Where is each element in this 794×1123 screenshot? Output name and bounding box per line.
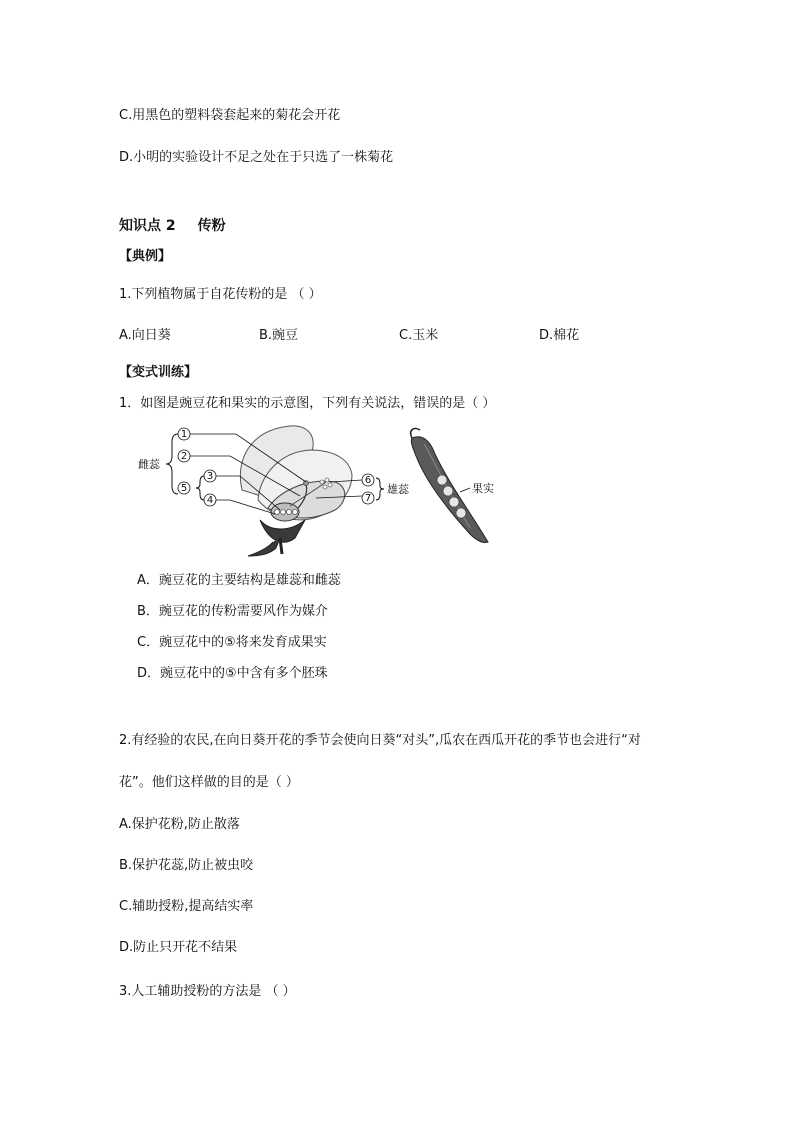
pistil-brace xyxy=(166,434,178,494)
practice-q2-question-line2: 花”。他们这样做的目的是（ ） xyxy=(119,775,299,790)
example-option-c: C.玉米 xyxy=(399,328,439,343)
practice-q2-option-b: B.保护花蕊,防止被虫咬 xyxy=(119,858,254,873)
practice-q3-question: 3.人工辅助授粉的方法是 （ ） xyxy=(119,984,296,999)
stamen-label: 雄蕊 xyxy=(387,483,409,496)
svg-text:4: 4 xyxy=(206,495,214,506)
prev-option-c: C.用黑色的塑料袋套起来的菊花会开花 xyxy=(119,108,341,123)
section-title xyxy=(119,217,226,235)
num-5 xyxy=(178,482,190,494)
practice-q1-question: 1．如图是豌豆花和果实的示意图，下列有关说法，错误的是（ ） xyxy=(119,396,496,411)
example-label: 【典例】 xyxy=(119,249,172,264)
example-option-b: B.豌豆 xyxy=(259,328,299,343)
fruit-label: 果实 xyxy=(472,482,494,495)
practice-q2-option-c: C.辅助授粉,提高结实率 xyxy=(119,899,254,914)
example-option-a: A.向日葵 xyxy=(119,328,171,343)
prev-option-d: D.小明的实验设计不足之处在于只选了一株菊花 xyxy=(119,150,394,165)
example-option-d: D.棉花 xyxy=(539,328,580,343)
svg-text:5: 5 xyxy=(180,483,188,494)
num-4 xyxy=(204,494,216,506)
pistil-label: 雌蕊 xyxy=(138,458,160,471)
example-question: 1.下列植物属于自花传粉的是 （ ） xyxy=(119,287,322,302)
svg-text:1: 1 xyxy=(180,429,188,440)
practice-q1-option-d: D．豌豆花中的⑤中含有多个胚珠 xyxy=(137,666,328,681)
stamen-brace xyxy=(376,478,384,500)
num-3 xyxy=(204,470,216,482)
practice-q2-option-d: D.防止只开花不结果 xyxy=(119,940,238,955)
practice-q1-option-a: A．豌豆花的主要结构是雄蕊和雌蕊 xyxy=(137,573,341,588)
practice-q2-option-a: A.保护花粉,防止散落 xyxy=(119,817,240,832)
fruit-leader xyxy=(460,488,470,492)
practice-label: 【变式训练】 xyxy=(119,365,198,380)
pea-flower-diagram xyxy=(130,420,510,565)
inner-brace xyxy=(196,476,204,500)
svg-text:7: 7 xyxy=(364,493,372,504)
section-title-name: 传粉 xyxy=(197,218,226,234)
svg-text:6: 6 xyxy=(364,475,372,486)
num-2 xyxy=(178,450,190,462)
svg-text:2: 2 xyxy=(180,451,188,462)
practice-q1-option-c: C．豌豆花中的⑤将来发育成果实 xyxy=(137,635,327,650)
num-6 xyxy=(362,474,374,486)
svg-text:3: 3 xyxy=(206,471,214,482)
num-1 xyxy=(178,428,190,440)
section-title-prefix: 知识点 2 xyxy=(119,218,176,234)
num-7 xyxy=(362,492,374,504)
practice-q1-option-b: B．豌豆花的传粉需要风作为媒介 xyxy=(137,604,328,619)
practice-q2-question-line1: 2.有经验的农民,在向日葵开花的季节会使向日葵“对头”,瓜农在西瓜开花的季节也会进行“对 xyxy=(119,733,641,748)
